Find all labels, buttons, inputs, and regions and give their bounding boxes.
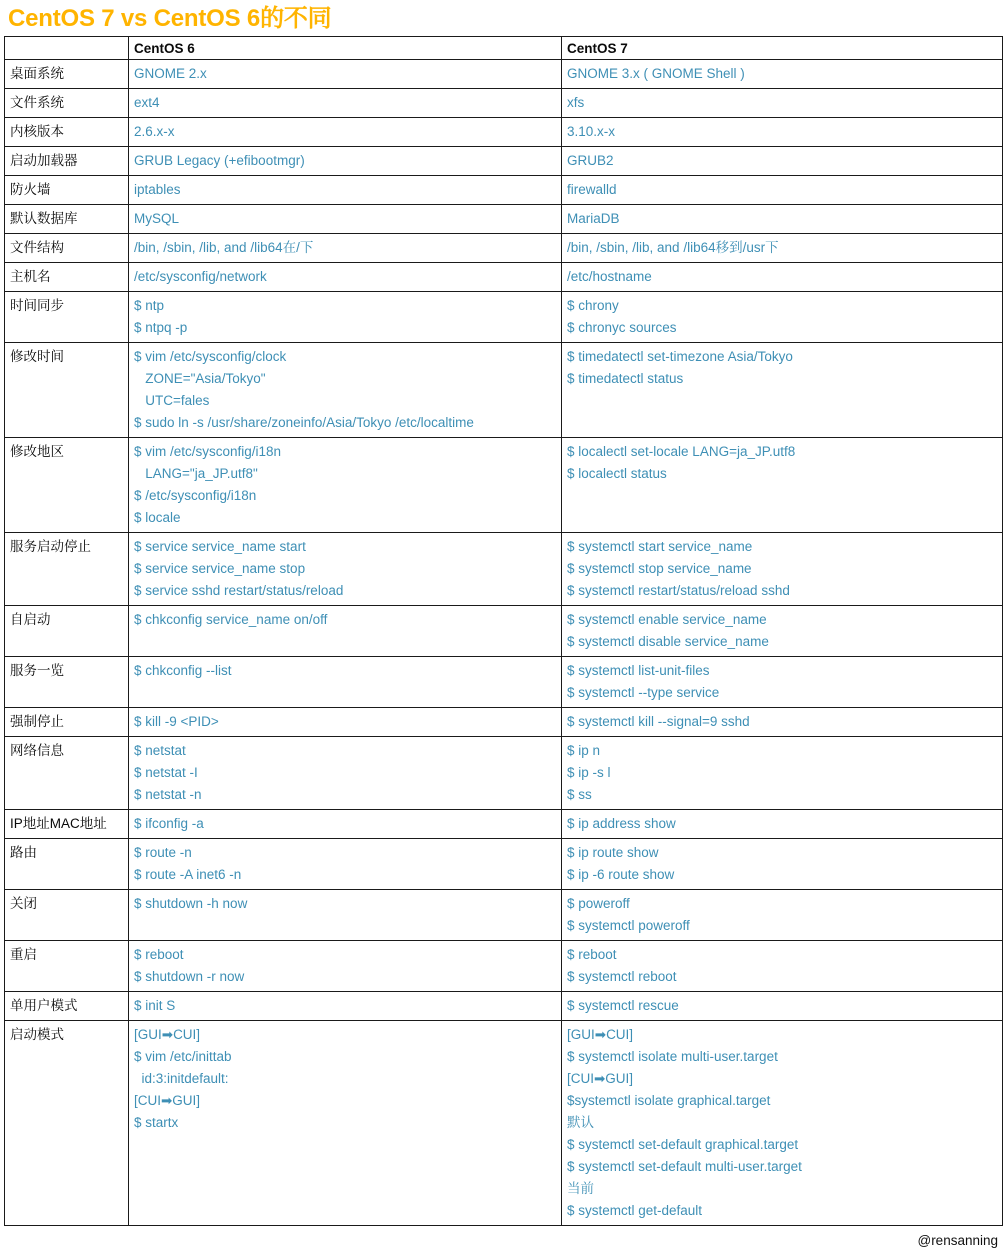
cell-line: GNOME 2.x bbox=[134, 66, 207, 81]
cell-line: $ vim /etc/sysconfig/clock bbox=[134, 349, 287, 364]
cell-line: xfs bbox=[567, 95, 585, 110]
row-category-cell bbox=[5, 89, 129, 118]
cell-line: $ kill -9 <PID> bbox=[134, 714, 219, 729]
cell-line: GRUB Legacy (+efibootmgr) bbox=[134, 153, 305, 168]
cell-line: $ service sshd restart/status/reload bbox=[134, 583, 344, 598]
table-body bbox=[5, 60, 1003, 1226]
row-category-label: 单用户模式 bbox=[10, 998, 78, 1013]
row-category-cell bbox=[5, 657, 129, 708]
centos7-cell bbox=[562, 992, 1003, 1021]
cell-line: $ timedatectl status bbox=[567, 371, 684, 386]
table-row bbox=[5, 234, 1003, 263]
cell-line: $ netstat -I bbox=[134, 765, 198, 780]
centos6-cell bbox=[129, 263, 562, 292]
header-cell-centos6 bbox=[129, 37, 562, 60]
centos6-cell bbox=[129, 606, 562, 657]
row-category-label: 关闭 bbox=[10, 896, 37, 911]
cell-line: /etc/hostname bbox=[567, 269, 652, 284]
cell-line: [CUI➡GUI] bbox=[134, 1093, 201, 1108]
row-category-cell bbox=[5, 263, 129, 292]
table-row bbox=[5, 205, 1003, 234]
row-category-cell bbox=[5, 438, 129, 533]
row-category-label: 启动加载器 bbox=[10, 153, 78, 168]
cell-line: $ systemctl enable service_name bbox=[567, 612, 767, 627]
centos6-cell bbox=[129, 533, 562, 606]
cell-line: $ systemctl set-default graphical.target bbox=[567, 1137, 799, 1152]
cell-line: $ chrony bbox=[567, 298, 619, 313]
table-row bbox=[5, 533, 1003, 606]
cell-line: LANG="ja_JP.utf8" bbox=[134, 466, 258, 481]
attribution-footer: @rensanning bbox=[917, 1233, 998, 1248]
centos7-cell bbox=[562, 890, 1003, 941]
centos7-cell bbox=[562, 60, 1003, 89]
centos6-cell bbox=[129, 205, 562, 234]
row-category-cell bbox=[5, 533, 129, 606]
cell-line: $ systemctl start service_name bbox=[567, 539, 753, 554]
row-category-label: 时间同步 bbox=[10, 298, 64, 313]
row-category-label: 默认数据库 bbox=[10, 211, 78, 226]
cell-line: $ shutdown -r now bbox=[134, 969, 245, 984]
row-category-label: 主机名 bbox=[10, 269, 51, 284]
cell-line: $ systemctl isolate multi-user.target bbox=[567, 1049, 778, 1064]
cell-line: $ netstat -n bbox=[134, 787, 202, 802]
cell-line: [GUI➡CUI] bbox=[134, 1027, 201, 1042]
header-cell-category bbox=[5, 37, 129, 60]
cell-line: $ localectl set-locale LANG=ja_JP.utf8 bbox=[567, 444, 796, 459]
centos7-cell bbox=[562, 1021, 1003, 1226]
comparison-table bbox=[4, 36, 1003, 1226]
row-category-label: 重启 bbox=[10, 947, 37, 962]
cell-line: $ systemctl set-default multi-user.target bbox=[567, 1159, 802, 1174]
table-row bbox=[5, 657, 1003, 708]
cell-line: ZONE="Asia/Tokyo" bbox=[134, 371, 266, 386]
cell-line: $ ip address show bbox=[567, 816, 676, 831]
header-label-centos7: CentOS 7 bbox=[567, 41, 628, 56]
cell-line: 3.10.x-x bbox=[567, 124, 616, 139]
cell-line: $ systemctl kill --signal=9 sshd bbox=[567, 714, 750, 729]
cell-line: $ chkconfig --list bbox=[134, 663, 232, 678]
row-category-cell bbox=[5, 810, 129, 839]
cell-line: $ /etc/sysconfig/i18n bbox=[134, 488, 257, 503]
table-row bbox=[5, 941, 1003, 992]
centos6-cell bbox=[129, 118, 562, 147]
centos6-cell bbox=[129, 941, 562, 992]
table-row bbox=[5, 839, 1003, 890]
cell-line: $ vim /etc/sysconfig/i18n bbox=[134, 444, 282, 459]
page-title: CentOS 7 vs CentOS 6的不同 bbox=[8, 5, 332, 32]
centos6-cell bbox=[129, 839, 562, 890]
centos6-cell bbox=[129, 992, 562, 1021]
centos7-cell bbox=[562, 176, 1003, 205]
row-category-label: 文件结构 bbox=[10, 240, 64, 255]
centos7-cell bbox=[562, 234, 1003, 263]
centos6-cell bbox=[129, 890, 562, 941]
centos6-cell bbox=[129, 737, 562, 810]
row-category-cell bbox=[5, 60, 129, 89]
row-category-label: IP地址MAC地址 bbox=[10, 816, 107, 831]
row-category-cell bbox=[5, 292, 129, 343]
header-label-centos6: CentOS 6 bbox=[134, 41, 195, 56]
cell-line: MariaDB bbox=[567, 211, 620, 226]
centos6-cell bbox=[129, 1021, 562, 1226]
cell-line: $ chronyc sources bbox=[567, 320, 677, 335]
row-category-cell bbox=[5, 737, 129, 810]
cell-line: $ ifconfig -a bbox=[134, 816, 204, 831]
table-row bbox=[5, 263, 1003, 292]
cell-line: GRUB2 bbox=[567, 153, 614, 168]
cell-line: $ init S bbox=[134, 998, 176, 1013]
table-row bbox=[5, 890, 1003, 941]
row-category-label: 启动模式 bbox=[10, 1027, 64, 1042]
centos6-cell bbox=[129, 89, 562, 118]
centos7-cell bbox=[562, 118, 1003, 147]
cell-line: $ route -n bbox=[134, 845, 192, 860]
table-row bbox=[5, 89, 1003, 118]
cell-line: firewalld bbox=[567, 182, 617, 197]
row-category-cell bbox=[5, 234, 129, 263]
table-row bbox=[5, 176, 1003, 205]
table-row bbox=[5, 118, 1003, 147]
centos6-cell bbox=[129, 708, 562, 737]
table-row bbox=[5, 60, 1003, 89]
row-category-label: 服务一览 bbox=[10, 663, 64, 678]
cell-line: $ ss bbox=[567, 787, 592, 802]
cell-line: $ ip -6 route show bbox=[567, 867, 675, 882]
row-category-cell bbox=[5, 890, 129, 941]
cell-line: $ chkconfig service_name on/off bbox=[134, 612, 328, 627]
table-row bbox=[5, 438, 1003, 533]
row-category-label: 防火墙 bbox=[10, 182, 51, 197]
row-category-label: 网络信息 bbox=[10, 743, 64, 758]
centos6-cell bbox=[129, 343, 562, 438]
cell-line: $ sudo ln -s /usr/share/zoneinfo/Asia/Tokyo /etc/localtime bbox=[134, 415, 474, 430]
cell-line: $ reboot bbox=[134, 947, 184, 962]
centos7-cell bbox=[562, 343, 1003, 438]
cell-line: [CUI➡GUI] bbox=[567, 1071, 634, 1086]
table-row bbox=[5, 810, 1003, 839]
cell-line: $ ip -s l bbox=[567, 765, 611, 780]
centos7-cell bbox=[562, 810, 1003, 839]
centos7-cell bbox=[562, 737, 1003, 810]
cell-line: $ systemctl --type service bbox=[567, 685, 720, 700]
row-category-cell bbox=[5, 205, 129, 234]
cell-line: $ ntpq -p bbox=[134, 320, 188, 335]
centos7-cell bbox=[562, 205, 1003, 234]
centos7-cell bbox=[562, 708, 1003, 737]
row-category-cell bbox=[5, 839, 129, 890]
row-category-cell bbox=[5, 118, 129, 147]
cell-line: $ locale bbox=[134, 510, 181, 525]
cell-line: $ systemctl reboot bbox=[567, 969, 677, 984]
table-row bbox=[5, 1021, 1003, 1226]
cell-line: 默认 bbox=[567, 1115, 594, 1130]
cell-line: /etc/sysconfig/network bbox=[134, 269, 267, 284]
centos6-cell bbox=[129, 147, 562, 176]
cell-line: $ service service_name stop bbox=[134, 561, 306, 576]
cell-line: /bin, /sbin, /lib, and /lib64在/下 bbox=[134, 240, 314, 255]
table-row bbox=[5, 147, 1003, 176]
centos6-cell bbox=[129, 810, 562, 839]
centos7-cell bbox=[562, 438, 1003, 533]
centos7-cell bbox=[562, 89, 1003, 118]
row-category-label: 文件系统 bbox=[10, 95, 64, 110]
cell-line: UTC=fales bbox=[134, 393, 210, 408]
centos6-cell bbox=[129, 60, 562, 89]
row-category-label: 修改时间 bbox=[10, 349, 64, 364]
cell-line: /bin, /sbin, /lib, and /lib64移到/usr下 bbox=[567, 240, 779, 255]
cell-line: id:3:initdefault: bbox=[134, 1071, 229, 1086]
row-category-cell bbox=[5, 941, 129, 992]
cell-line: $ netstat bbox=[134, 743, 186, 758]
centos6-cell bbox=[129, 176, 562, 205]
row-category-label: 强制停止 bbox=[10, 714, 64, 729]
table-row bbox=[5, 737, 1003, 810]
row-category-cell bbox=[5, 992, 129, 1021]
cell-line: GNOME 3.x ( GNOME Shell ) bbox=[567, 66, 745, 81]
centos7-cell bbox=[562, 657, 1003, 708]
row-category-label: 桌面系统 bbox=[10, 66, 64, 81]
cell-line: $systemctl isolate graphical.target bbox=[567, 1093, 771, 1108]
centos7-cell bbox=[562, 839, 1003, 890]
row-category-cell bbox=[5, 343, 129, 438]
cell-line: $ systemctl get-default bbox=[567, 1203, 703, 1218]
cell-line: [GUI➡CUI] bbox=[567, 1027, 634, 1042]
cell-line: $ systemctl disable service_name bbox=[567, 634, 769, 649]
row-category-cell bbox=[5, 1021, 129, 1226]
cell-line: $ shutdown -h now bbox=[134, 896, 248, 911]
cell-line: $ reboot bbox=[567, 947, 617, 962]
cell-line: $ timedatectl set-timezone Asia/Tokyo bbox=[567, 349, 793, 364]
header-cell-centos7 bbox=[562, 37, 1003, 60]
centos6-cell bbox=[129, 292, 562, 343]
cell-line: $ systemctl list-unit-files bbox=[567, 663, 710, 678]
cell-line: $ service service_name start bbox=[134, 539, 306, 554]
table-row bbox=[5, 343, 1003, 438]
row-category-cell bbox=[5, 147, 129, 176]
table-row bbox=[5, 606, 1003, 657]
row-category-label: 修改地区 bbox=[10, 444, 64, 459]
cell-line: MySQL bbox=[134, 211, 180, 226]
cell-line: $ localectl status bbox=[567, 466, 667, 481]
cell-line: $ poweroff bbox=[567, 896, 630, 911]
cell-line: $ ip route show bbox=[567, 845, 659, 860]
centos7-cell bbox=[562, 533, 1003, 606]
centos6-cell bbox=[129, 234, 562, 263]
cell-line: $ ntp bbox=[134, 298, 165, 313]
cell-line: iptables bbox=[134, 182, 181, 197]
cell-line: $ vim /etc/inittab bbox=[134, 1049, 232, 1064]
cell-line: $ ip n bbox=[567, 743, 601, 758]
centos6-cell bbox=[129, 657, 562, 708]
centos7-cell bbox=[562, 263, 1003, 292]
cell-line: 2.6.x-x bbox=[134, 124, 175, 139]
row-category-label: 自启动 bbox=[10, 612, 51, 627]
row-category-label: 服务启动停止 bbox=[10, 539, 91, 554]
row-category-cell bbox=[5, 606, 129, 657]
row-category-label: 内核版本 bbox=[10, 124, 64, 139]
cell-line: $ systemctl rescue bbox=[567, 998, 679, 1013]
centos7-cell bbox=[562, 941, 1003, 992]
table-header-row bbox=[5, 37, 1003, 60]
row-category-label: 路由 bbox=[10, 845, 37, 860]
header-label-category bbox=[5, 37, 128, 44]
cell-line: $ systemctl restart/status/reload sshd bbox=[567, 583, 790, 598]
centos7-cell bbox=[562, 292, 1003, 343]
cell-line: ext4 bbox=[134, 95, 160, 110]
row-category-cell bbox=[5, 176, 129, 205]
table-row bbox=[5, 292, 1003, 343]
cell-line: $ startx bbox=[134, 1115, 179, 1130]
centos7-cell bbox=[562, 147, 1003, 176]
cell-line: $ systemctl poweroff bbox=[567, 918, 690, 933]
table-row bbox=[5, 992, 1003, 1021]
cell-line: $ systemctl stop service_name bbox=[567, 561, 752, 576]
table-row bbox=[5, 708, 1003, 737]
cell-line: $ route -A inet6 -n bbox=[134, 867, 242, 882]
centos7-cell bbox=[562, 606, 1003, 657]
row-category-cell bbox=[5, 708, 129, 737]
table-header bbox=[5, 37, 1003, 60]
centos6-cell bbox=[129, 438, 562, 533]
cell-line: 当前 bbox=[567, 1181, 594, 1196]
